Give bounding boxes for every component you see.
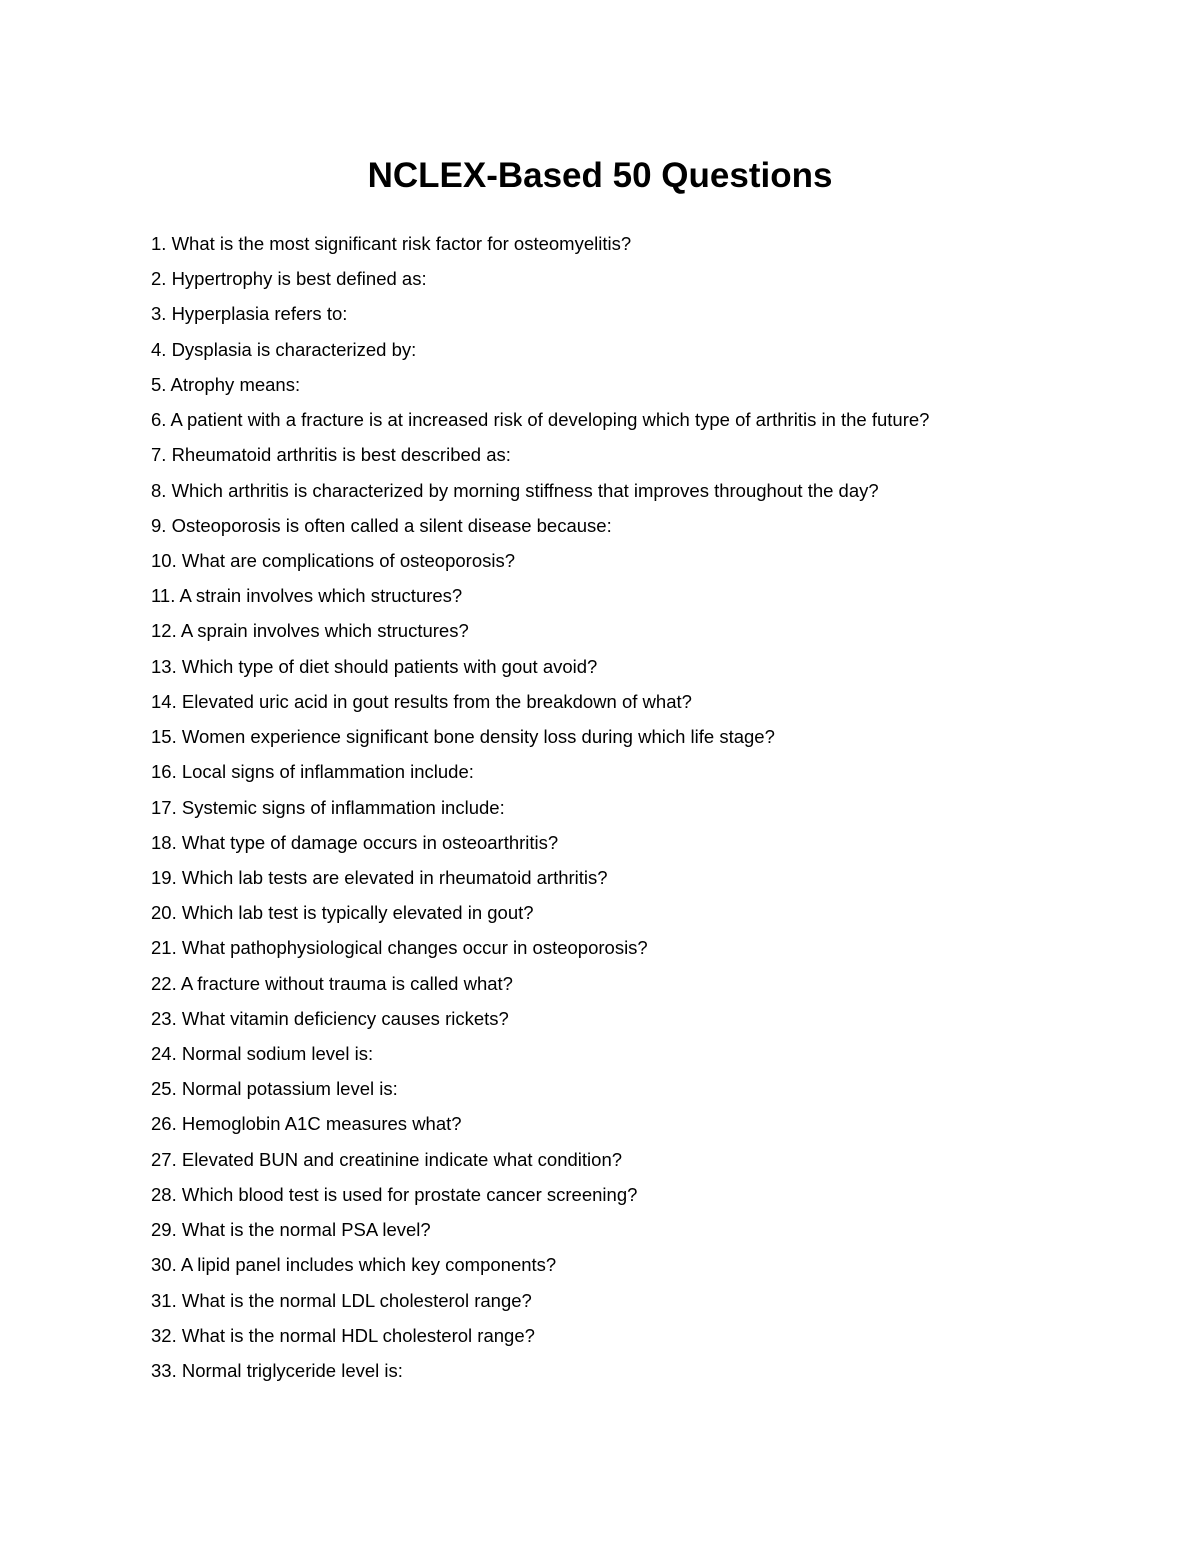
question-item: 3. Hyperplasia refers to: [151,303,348,325]
question-list [151,226,1151,1388]
question-item: 11. A strain involves which structures? [151,585,463,607]
question-item: 4. Dysplasia is characterized by: [151,338,417,360]
question-item: 15. Women experience significant bone density loss during which life stage? [151,726,775,748]
question-item: 19. Which lab tests are elevated in rheumatoid arthritis? [151,866,608,888]
question-item: 31. What is the normal LDL cholesterol range? [151,1289,532,1311]
question-item: 12. A sprain involves which structures? [151,620,469,642]
question-item: 32. What is the normal HDL cholesterol range? [151,1324,535,1346]
question-item: 9. Osteoporosis is often called a silent disease because: [151,514,612,536]
question-item: 13. Which type of diet should patients with gout avoid? [151,655,598,677]
question-item: 1. What is the most significant risk factor for osteomyelitis? [151,233,632,254]
question-item: 14. Elevated uric acid in gout results from the breakdown of what? [151,690,692,712]
question-item: 29. What is the normal PSA level? [151,1219,431,1241]
question-item: 23. What vitamin deficiency causes rickets? [151,1007,509,1029]
question-item: 28. Which blood test is used for prostate cancer screening? [151,1183,638,1205]
question-item: 21. What pathophysiological changes occur in osteoporosis? [151,937,648,959]
question-item: 20. Which lab test is typically elevated in gout? [151,902,534,924]
question-item: 2. Hypertrophy is best defined as: [151,268,427,290]
question-item: 33. Normal triglyceride level is: [151,1360,403,1381]
question-item: 16. Local signs of inflammation include: [151,761,474,783]
question-item: 27. Elevated BUN and creatinine indicate what condition? [151,1148,623,1170]
question-item: 5. Atrophy means: [151,373,301,395]
question-item: 17. Systemic signs of inflammation include: [151,796,505,818]
question-item: 22. A fracture without trauma is called what? [151,972,513,994]
question-item: 24. Normal sodium level is: [151,1043,374,1065]
question-item: 10. What are complications of osteoporosis? [151,549,516,571]
question-item: 30. A lipid panel includes which key components? [151,1254,557,1276]
question-item: 26. Hemoglobin A1C measures what? [151,1113,462,1135]
question-item: 6. A patient with a fracture is at increased risk of developing which type of arthritis in the future? [151,409,930,431]
question-item: 7. Rheumatoid arthritis is best described as: [151,444,511,466]
question-item: 25. Normal potassium level is: [151,1078,398,1100]
question-item: 18. What type of damage occurs in osteoarthritis? [151,831,559,853]
question-item: 8. Which arthritis is characterized by morning stiffness that improves throughout the day? [151,479,879,501]
page-title: NCLEX-Based 50 Questions [367,156,833,195]
